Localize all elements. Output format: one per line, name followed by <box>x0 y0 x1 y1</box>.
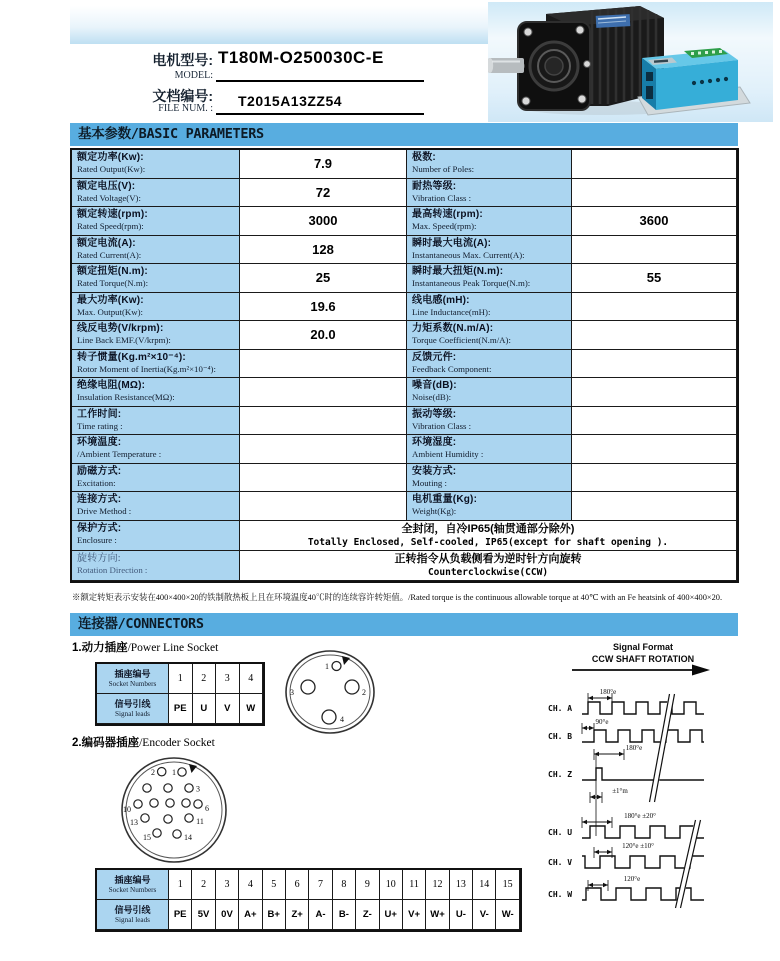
socket-table-header-en: Socket Numbers <box>108 885 157 894</box>
socket-table-header <box>97 664 169 694</box>
signal-lead-cell: 0V <box>216 900 239 930</box>
encoder-pin <box>185 784 193 792</box>
param-span-value <box>240 521 737 551</box>
socket-number-cell: 7 <box>309 870 332 900</box>
param-label-en: Excitation: <box>77 477 116 488</box>
socket-table-header-zh: 插座编号 <box>114 668 151 679</box>
driver-graphic <box>638 48 750 115</box>
keyway-arrow-icon <box>189 764 197 773</box>
param-label-zh: 瞬时最大扭矩(N.m): <box>412 266 504 277</box>
signal-format-title: Signal Format <box>612 642 674 652</box>
encoder-pin <box>166 799 174 807</box>
signal-lead-cell: U+ <box>380 900 403 930</box>
param-label <box>407 464 572 493</box>
param-label <box>407 293 572 322</box>
param-value: 3600 <box>572 207 737 236</box>
socket-number-cell: 15 <box>496 870 519 900</box>
param-value <box>572 464 737 493</box>
param-label-en: Time rating : <box>77 420 123 431</box>
socket-number-cell: 12 <box>426 870 449 900</box>
param-label <box>407 264 572 293</box>
param-label-en: Rated Output(Kw): <box>77 164 146 174</box>
param-label <box>72 236 240 265</box>
channel-label: CH. V <box>548 858 573 867</box>
section-header-connectors: 连接器/CONNECTORS <box>70 613 738 636</box>
encoder-pin <box>164 784 172 792</box>
encoder-pin-number: 14 <box>184 833 192 842</box>
signal-lead-cell: W <box>240 694 264 724</box>
socket-number-cell: 9 <box>356 870 379 900</box>
model-underline <box>216 80 424 82</box>
param-label-en: Rated Speed(rpm): <box>77 221 144 231</box>
model-label-en: MODEL: <box>174 70 213 81</box>
waveform-w <box>582 888 704 900</box>
param-label-en: Rated Voltage(V): <box>77 192 141 203</box>
param-label <box>72 551 240 581</box>
param-label <box>72 407 240 436</box>
socket-number-cell: 2 <box>193 664 217 694</box>
power-pin-number: 4 <box>340 715 344 724</box>
socket-table-header-en: Signal leads <box>115 915 150 924</box>
param-label-zh: 绝缘电阻(MΩ): <box>77 380 146 391</box>
encoder-pin <box>134 800 142 808</box>
encoder-pin-number: 2 <box>151 768 155 777</box>
encoder-socket-title-en: /Encoder Socket <box>139 737 215 749</box>
param-label-en: Feedback Component: <box>412 363 492 374</box>
model-value: T180M-O250030C-E <box>218 48 384 67</box>
param-label <box>407 378 572 407</box>
ccw-rotation-title: CCW SHAFT ROTATION <box>591 654 695 664</box>
signal-lead-cell: V- <box>473 900 496 930</box>
power-pin-number: 2 <box>362 688 366 697</box>
param-label-zh: 最大功率(Kw): <box>77 294 144 306</box>
param-value <box>572 407 737 436</box>
param-value <box>572 150 737 179</box>
socket-number-cell: 1 <box>169 664 193 694</box>
socket-number-cell: 13 <box>450 870 473 900</box>
param-label-en: Max. Speed(rpm): <box>412 221 477 231</box>
socket-table-header <box>97 900 169 930</box>
signal-lead-cell: V <box>216 694 240 724</box>
param-value <box>240 407 407 436</box>
param-span-value-en: Counterclockwise(CCW) <box>427 566 549 578</box>
param-label-zh: 保护方式: <box>77 522 122 534</box>
param-label-zh: 线反电势(V/krpm): <box>77 323 164 334</box>
encoder-pin <box>150 799 158 807</box>
param-value <box>572 293 737 322</box>
param-label-en: Torque Coefficient(N.m/A): <box>412 335 511 345</box>
file-label-zh: 文档编号: <box>152 88 213 104</box>
power-socket-table <box>95 662 265 726</box>
file-value: T2015A13ZZ54 <box>238 93 343 109</box>
param-label <box>407 321 572 350</box>
param-label-en: Line Inductance(mH): <box>412 306 491 317</box>
signal-format-diagram <box>546 636 746 936</box>
socket-table-header-en: Signal leads <box>115 709 150 718</box>
socket-table-header-zh: 信号引线 <box>114 698 151 709</box>
param-label <box>407 236 572 265</box>
encoder-socket-title-zh: 2.编码器插座 <box>72 737 140 749</box>
param-label-en: Rotation Direction : <box>77 564 148 575</box>
param-label-en: Vibration Class : <box>412 420 472 431</box>
param-value <box>240 492 407 521</box>
param-value: 72 <box>240 179 407 208</box>
phase-annotation: 180°e ±20° <box>624 812 656 820</box>
signal-lead-cell: A- <box>309 900 332 930</box>
param-label <box>72 150 240 179</box>
socket-number-cell: 3 <box>216 870 239 900</box>
param-label-zh: 转子惯量(Kg.m²×10⁻⁴): <box>77 351 186 363</box>
signal-lead-cell: V+ <box>403 900 426 930</box>
encoder-pin-number: 1 <box>172 768 176 777</box>
param-span-value-en: Totally Enclosed, Self-cooled, IP65(except for shaft opening ). <box>307 536 669 548</box>
socket-table-header <box>97 870 169 900</box>
power-pin <box>332 662 341 671</box>
phase-annotation: 180°e <box>599 688 617 696</box>
param-label-en: Rated Current(A): <box>77 249 142 260</box>
socket-number-cell: 8 <box>333 870 356 900</box>
param-label <box>72 264 240 293</box>
param-label <box>407 435 572 464</box>
encoder-pin-number: 6 <box>205 804 209 813</box>
param-label <box>72 464 240 493</box>
param-label-en: Insulation Resistance(MΩ): <box>77 392 175 402</box>
param-label-en: Enclosure : <box>77 534 117 545</box>
param-label-zh: 旋转方向: <box>77 552 121 564</box>
param-label-zh: 环境温度: <box>77 437 122 448</box>
param-span-value-zh: 正转指令从负载侧看为逆时针方向旋转 <box>394 552 582 565</box>
param-label-zh: 工作时间: <box>77 408 122 420</box>
param-label-zh: 额定电流(A): <box>77 237 136 249</box>
param-value: 128 <box>240 236 407 265</box>
power-pin <box>322 710 336 724</box>
channel-label: CH. W <box>548 890 573 899</box>
socket-number-cell: 2 <box>192 870 215 900</box>
param-label-zh: 额定电压(V): <box>77 180 136 192</box>
param-label <box>72 492 240 521</box>
socket-number-cell: 4 <box>239 870 262 900</box>
encoder-pin <box>185 814 193 822</box>
socket-number-cell: 6 <box>286 870 309 900</box>
param-label-zh: 极数: <box>412 152 436 163</box>
param-label <box>72 321 240 350</box>
phase-annotation: 180°e <box>625 744 643 752</box>
param-label-zh: 环境湿度: <box>412 437 457 448</box>
power-pin <box>345 680 359 694</box>
signal-lead-cell: B+ <box>263 900 286 930</box>
param-value <box>240 464 407 493</box>
param-label-en: Mouting : <box>412 477 447 488</box>
param-label-zh: 额定功率(Kw): <box>77 152 144 163</box>
phase-annotation: ±1°m <box>612 787 628 795</box>
encoder-pin-number: 10 <box>123 805 131 814</box>
param-label <box>407 179 572 208</box>
param-label <box>72 521 240 551</box>
socket-number-cell: 4 <box>240 664 264 694</box>
param-span-value-zh: 全封闭，自冷IP65(轴贯通部分除外) <box>401 522 575 535</box>
encoder-pin-number: 15 <box>143 833 151 842</box>
param-label-zh: 耐热等级: <box>412 180 457 192</box>
encoder-pin <box>164 815 172 823</box>
param-label-en: Instantaneous Peak Torque(N.m): <box>412 278 531 288</box>
param-value <box>572 236 737 265</box>
socket-number-cell: 14 <box>473 870 496 900</box>
channel-label: CH. B <box>548 732 573 741</box>
section-header-basic-parameters: 基本参数/BASIC PARAMETERS <box>70 123 738 146</box>
param-value <box>572 378 737 407</box>
channel-label: CH. U <box>548 828 573 837</box>
param-label-zh: 额定转速(rpm): <box>77 209 148 220</box>
param-value: 19.6 <box>240 293 407 322</box>
param-label-zh: 线电感(mH): <box>412 294 470 306</box>
socket-number-cell: 3 <box>216 664 240 694</box>
encoder-pin <box>158 768 166 776</box>
signal-lead-cell: U <box>193 694 217 724</box>
param-label <box>72 179 240 208</box>
encoder-pin-number: 3 <box>196 784 200 794</box>
file-underline <box>216 113 424 115</box>
phase-annotation: 120°e ±10° <box>622 842 654 850</box>
waveform-b <box>582 730 704 742</box>
encoder-pin <box>194 800 202 808</box>
param-span-value <box>240 551 737 581</box>
param-label <box>72 207 240 236</box>
param-value <box>572 350 737 379</box>
param-label-zh: 瞬时最大电流(A): <box>412 237 492 249</box>
phase-annotation: 90°e <box>595 718 609 726</box>
param-label-en: Rotor Moment of Inertia(Kg.m²×10⁻⁴): <box>77 363 216 374</box>
signal-lead-cell: W+ <box>426 900 449 930</box>
param-value <box>572 435 737 464</box>
param-label-en: Vibration Class : <box>412 192 472 203</box>
product-photo <box>488 2 773 122</box>
param-label-zh: 力矩系数(N.m/A): <box>412 323 494 334</box>
keyway-arrow-icon <box>342 656 350 665</box>
param-value: 20.0 <box>240 321 407 350</box>
param-value: 25 <box>240 264 407 293</box>
motor-graphic <box>488 6 664 110</box>
encoder-pin <box>141 814 149 822</box>
motor-and-driver-illustration <box>488 2 773 122</box>
param-value <box>572 492 737 521</box>
power-socket-title-zh: 1.动力插座 <box>72 642 128 654</box>
channel-label: CH. A <box>548 704 573 713</box>
param-label-zh: 额定扭矩(N.m): <box>77 266 148 277</box>
power-socket-pin-diagram <box>283 648 379 740</box>
rotation-direction-arrowhead <box>692 665 710 676</box>
param-label-en: Instantaneous Max. Current(A): <box>412 249 525 260</box>
rated-torque-note: ※额定转矩表示安装在400×400×20的铁制散热板上且在环境温度40℃时的连续容许转矩值。/Rated torque is the continuous allowable torque at 40℃ with an Fe heatsink of 400×400×20. <box>72 593 723 602</box>
signal-lead-cell: U- <box>450 900 473 930</box>
waveform-z <box>582 768 704 780</box>
param-label <box>407 150 572 179</box>
power-socket-title <box>72 638 218 656</box>
socket-number-cell: 5 <box>263 870 286 900</box>
param-value: 7.9 <box>240 150 407 179</box>
param-label <box>407 207 572 236</box>
socket-table-header-zh: 插座编号 <box>114 874 151 885</box>
param-label <box>72 435 240 464</box>
param-label <box>72 378 240 407</box>
signal-lead-cell: PE <box>169 900 192 930</box>
power-pin-number: 3 <box>290 688 294 697</box>
param-label-zh: 安装方式: <box>412 465 457 477</box>
param-label-zh: 最高转速(rpm): <box>412 209 483 220</box>
file-label-en: FILE NUM. : <box>158 103 213 114</box>
power-socket-title-en: /Power Line Socket <box>127 642 219 654</box>
param-label <box>72 293 240 322</box>
waveform-a <box>582 702 704 714</box>
encoder-pin <box>178 768 186 776</box>
signal-lead-cell: A+ <box>239 900 262 930</box>
param-label <box>72 350 240 379</box>
encoder-pin-number: 11 <box>196 817 204 826</box>
param-label-zh: 励磁方式: <box>77 465 122 477</box>
socket-number-cell: 10 <box>380 870 403 900</box>
param-label-zh: 振动等级: <box>412 408 457 420</box>
param-label-en: Noise(dB): <box>412 392 452 402</box>
param-label-zh: 噪音(dB): <box>412 380 457 391</box>
param-value <box>572 179 737 208</box>
param-label <box>407 350 572 379</box>
param-label-en: Ambient Humidity : <box>412 449 484 459</box>
signal-lead-cell: 5V <box>192 900 215 930</box>
model-label-zh: 电机型号: <box>152 52 213 68</box>
encoder-pin-number: 13 <box>130 818 138 827</box>
param-label-zh: 连接方式: <box>77 494 122 505</box>
signal-lead-cell: B- <box>333 900 356 930</box>
encoder-socket-table <box>95 868 522 932</box>
encoder-socket-pin-diagram <box>118 754 232 866</box>
phase-annotation: 120°e <box>623 875 641 883</box>
basic-parameters-table <box>70 148 739 583</box>
param-label-zh: 电机重量(Kg): <box>412 494 478 505</box>
encoder-pin <box>143 784 151 792</box>
power-pin <box>301 680 315 694</box>
encoder-socket-title <box>72 733 215 751</box>
param-label-en: Max. Output(Kw): <box>77 306 143 317</box>
socket-number-cell: 1 <box>169 870 192 900</box>
param-label-en: Number of Poles: <box>412 164 475 174</box>
param-label-en: Rated Torque(N.m): <box>77 278 149 288</box>
waveform-u <box>582 826 704 838</box>
param-value: 55 <box>572 264 737 293</box>
signal-lead-cell: Z+ <box>286 900 309 930</box>
param-label-en: Line Back EMF.(V/krpm): <box>77 335 171 345</box>
param-value: 3000 <box>240 207 407 236</box>
signal-lead-cell: W- <box>496 900 519 930</box>
socket-number-cell: 11 <box>403 870 426 900</box>
socket-table-header <box>97 694 169 724</box>
param-value <box>572 321 737 350</box>
param-label <box>407 492 572 521</box>
param-value <box>240 350 407 379</box>
signal-lead-cell: Z- <box>356 900 379 930</box>
param-label-en: Weight(Kg): <box>412 506 457 516</box>
signal-lead-cell: PE <box>169 694 193 724</box>
power-pin-number: 1 <box>325 662 329 671</box>
param-value <box>240 435 407 464</box>
encoder-pin <box>173 830 181 838</box>
param-label <box>407 407 572 436</box>
param-label-en: Drive Method : <box>77 506 132 516</box>
param-label-en: /Ambient Temperature : <box>77 449 162 459</box>
encoder-pin <box>182 799 190 807</box>
channel-label: CH. Z <box>548 770 573 779</box>
socket-table-header-en: Socket Numbers <box>108 679 157 688</box>
socket-table-header-zh: 信号引线 <box>114 904 151 915</box>
param-label-zh: 反馈元件: <box>412 351 457 363</box>
encoder-pin <box>153 829 161 837</box>
param-value <box>240 378 407 407</box>
